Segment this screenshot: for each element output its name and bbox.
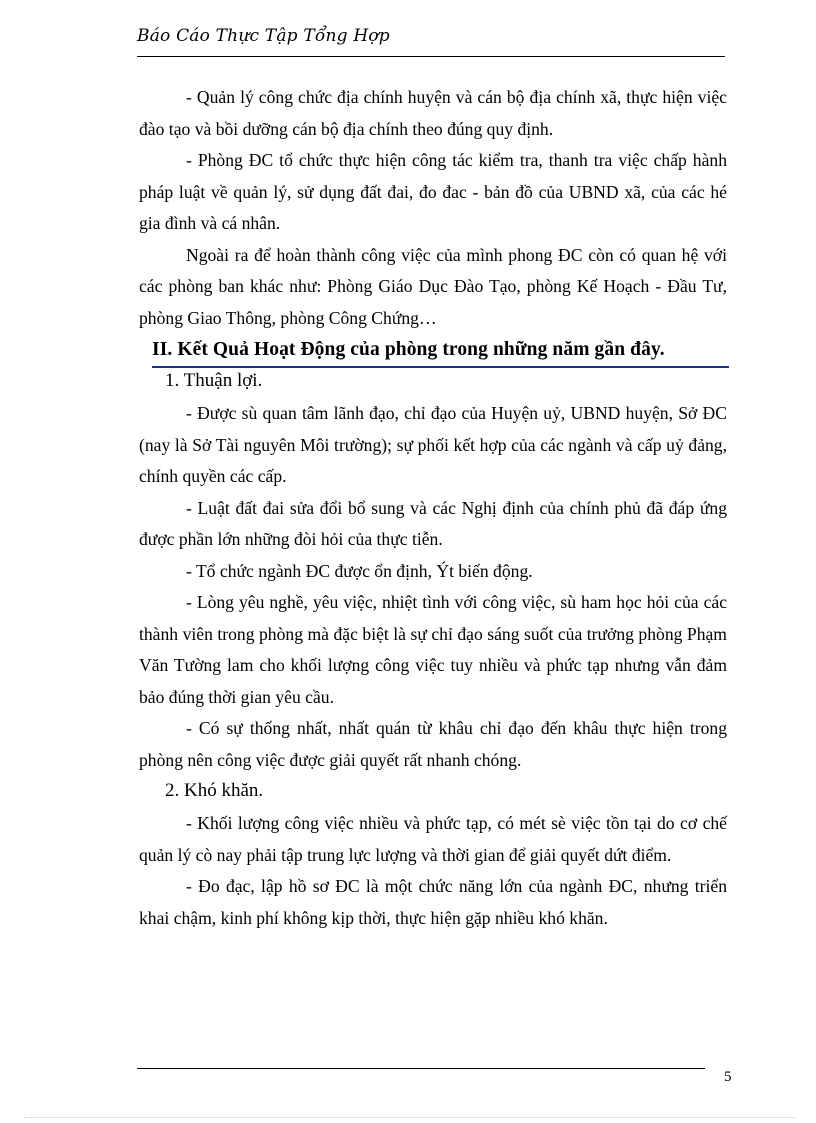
document-body [139, 82, 727, 934]
paragraph: - Quản lý công chức địa chính huyện và cán bộ địa chính xã, thực hiện việc đào tạo và bồi dưỡng cán bộ địa chính theo đúng quy định. [139, 87, 727, 139]
paragraph: - Luật đất đai sửa đổi bổ sung và các Nghị định của chính phủ đã đáp ứng được phần lớn những đòi hỏi của thực tiễn. [139, 497, 727, 549]
footer-rule [137, 1068, 705, 1069]
section-heading [152, 335, 727, 366]
paragraph: - Đo đạc, lập hồ sơ ĐC là một chức năng lớn của ngành ĐC, nhưng triển khai chậm, kinh phí không kịp thời, thực hiện gặp nhiều khó khăn. [139, 876, 727, 928]
paragraph: - Tổ chức ngành ĐC được ổn định, Ýt biến động. [186, 560, 533, 581]
paragraph: - Khối lượng công việc nhiều và phức tạp, có mét sè việc tồn tại do cơ chế quản lý cò nay phải tập trung lực lượng và thời gian để giải quyết dứt điểm. [139, 813, 727, 865]
paragraph: - Có sự thống nhất, nhất quán từ khâu chỉ đạo đến khâu thực hiện trong phòng nên công việc được giải quyết rất nhanh chóng. [139, 718, 727, 770]
paragraph: Ngoài ra để hoàn thành công việc của mình phong ĐC còn có quan hệ với các phòng ban khác như: Phòng Giáo Dục Đào Tạo, phòng Kế Hoạch - Đầu Tư, phòng Giao Thông, phòng Công Chứng… [139, 244, 727, 328]
subsection-heading: 1. Thuận lợi. [165, 370, 263, 391]
page-edge-dots [24, 1117, 796, 1118]
paragraph: - Lòng yêu nghề, yêu việc, nhiệt tình với công việc, sù ham học hỏi của các thành viên trong phòng mà đặc biệt là sự chỉ đạo sáng suốt của trưởng phòng Phạm Văn Tường lam cho khối lượng công việc tuy nhiều và phức tạp nhưng vẫn đảm bảo đúng thời gian yêu cầu. [139, 592, 727, 707]
section-heading-text: II. Kết Quả Hoạt Động của phòng trong những năm gần đây. [152, 339, 665, 360]
paragraph: - Được sù quan tâm lãnh đạo, chỉ đạo của Huyện uỷ, UBND huyện, Sở ĐC (nay là Sở Tài nguyên Môi trường); sự phối kết hợp của các ngành và cấp uỷ đảng, chính quyền các cấp. [139, 403, 727, 486]
header-rule [137, 56, 725, 57]
page-number: 5 [724, 1069, 732, 1085]
paragraph: - Phòng ĐC tổ chức thực hiện công tác kiểm tra, thanh tra việc chấp hành pháp luật về quản lý, sử dụng đất đai, đo đac - bản đồ của UBND xã, của các hé gia đình và cá nhân. [139, 150, 727, 233]
page-header: Báo Cáo Thực Tập Tổng Hợp [137, 26, 390, 46]
section-heading-underline [152, 366, 729, 368]
subsection-heading: 2. Khó khăn. [165, 780, 264, 801]
